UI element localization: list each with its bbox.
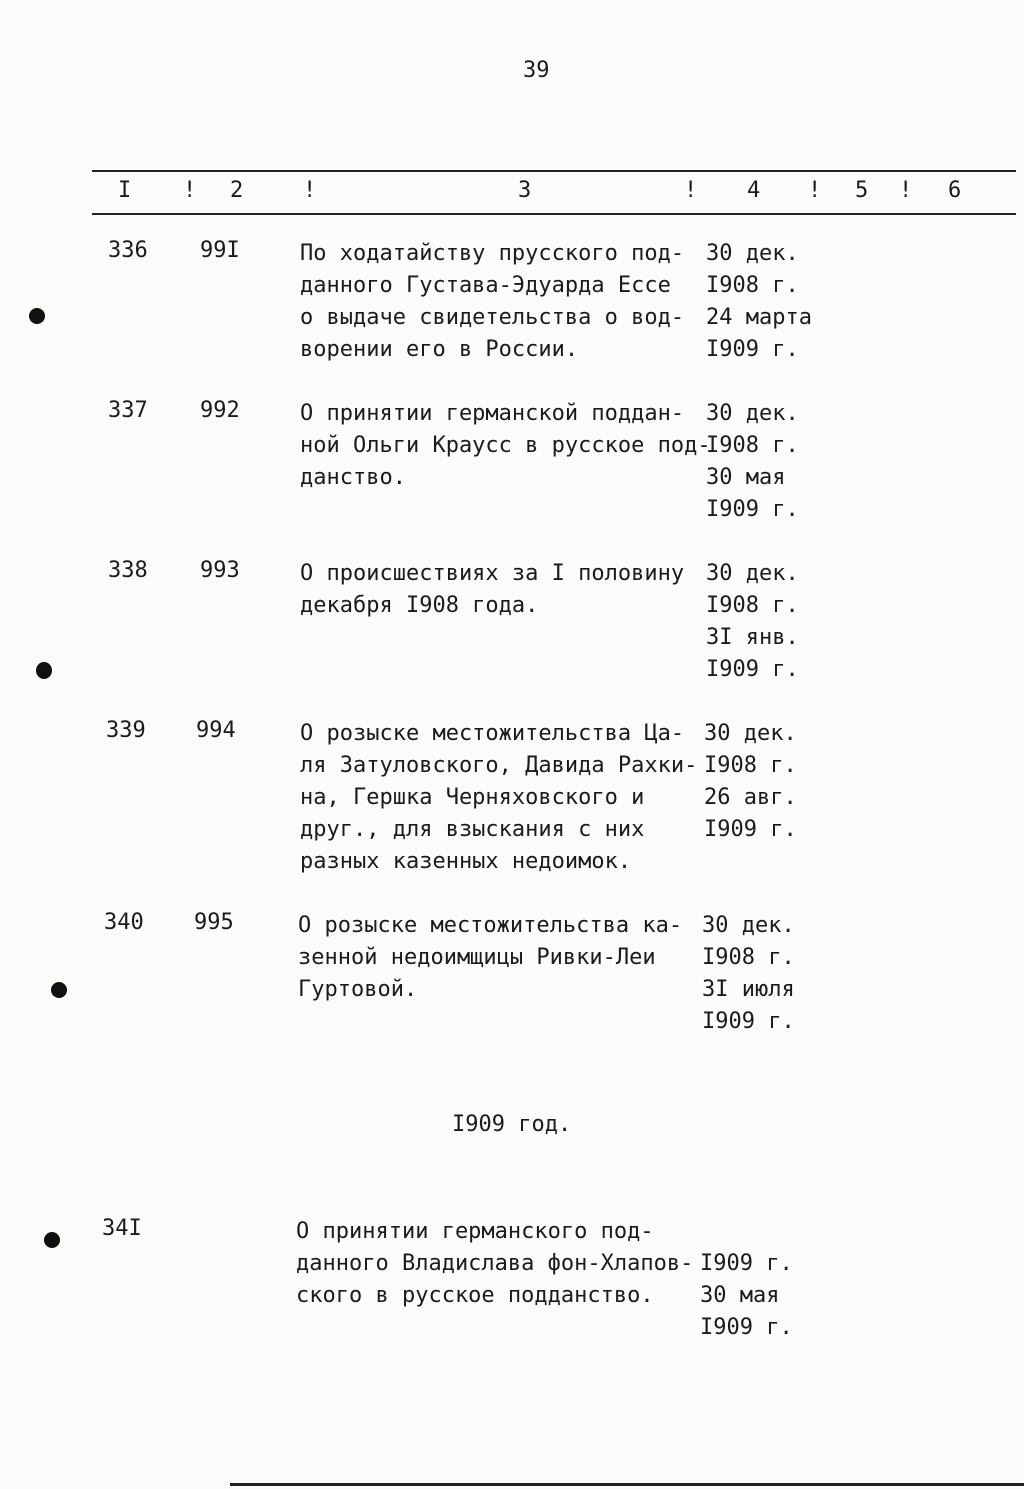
date-line: I908 г. [704, 753, 797, 778]
punch-hole-mark [44, 1232, 60, 1248]
header-separator: ! [808, 178, 822, 203]
row-number: 337 [108, 398, 148, 423]
section-heading: I909 год. [452, 1112, 572, 1137]
description-line: разных казенных недоимок. [300, 849, 632, 874]
row-dates [706, 558, 799, 686]
row-description [300, 238, 684, 366]
description-line: декабря I908 года. [300, 593, 539, 618]
date-line: 30 дек. [706, 401, 799, 426]
date-line: I908 г. [706, 433, 799, 458]
date-line: 3I июля [702, 977, 795, 1002]
row-dates [704, 718, 797, 846]
header-separator: ! [303, 178, 317, 203]
date-line: I909 г. [700, 1251, 793, 1276]
row-reference: 994 [196, 718, 236, 743]
header-separator: ! [899, 178, 913, 203]
date-line: I908 г. [706, 273, 799, 298]
row-dates [706, 238, 812, 366]
row-description [298, 910, 682, 1006]
date-line: 26 авг. [704, 785, 797, 810]
description-line: о выдаче свидетельства о вод- [300, 305, 685, 330]
date-line: 3I янв. [706, 625, 799, 650]
date-line: I909 г. [704, 817, 797, 842]
date-line: 30 дек. [706, 241, 799, 266]
description-line: друг., для взыскания с них [300, 817, 645, 842]
date-line: I908 г. [706, 593, 799, 618]
description-line: О розыске местожительства ка- [298, 913, 683, 938]
row-description [300, 558, 684, 622]
row-reference: 99I [200, 238, 240, 263]
date-line: I909 г. [702, 1009, 795, 1034]
description-line: Гуртовой. [298, 977, 418, 1002]
header-separator: ! [684, 178, 698, 203]
header-col-5: 5 [855, 178, 869, 203]
row-description [300, 398, 711, 494]
description-line: О розыске местожительства Ца- [300, 721, 685, 746]
row-number: 339 [106, 718, 146, 743]
description-line: О принятии германского под- [296, 1219, 654, 1244]
date-line: 30 дек. [706, 561, 799, 586]
header-col-2: 2 [230, 178, 244, 203]
header-col-4: 4 [747, 178, 761, 203]
header-separator: ! [183, 178, 197, 203]
date-line: I909 г. [700, 1315, 793, 1340]
row-description [296, 1216, 693, 1312]
description-line: ворении его в России. [300, 337, 579, 362]
table-top-rule [92, 170, 1016, 172]
description-line: ского в русское подданство. [296, 1283, 654, 1308]
description-line: По ходатайству прусского под- [300, 241, 685, 266]
description-line: ля Затуловского, Давида Рахки- [300, 753, 698, 778]
row-dates [700, 1216, 793, 1344]
description-line: О принятии германской поддан- [300, 401, 685, 426]
description-line: данного Владислава фон-Хлапов- [296, 1251, 694, 1276]
date-line: I908 г. [702, 945, 795, 970]
row-reference: 995 [194, 910, 234, 935]
date-line: 24 марта [706, 305, 812, 330]
description-line: данного Густава-Эдуарда Ессе [300, 273, 671, 298]
row-number: 336 [108, 238, 148, 263]
header-col-6: 6 [948, 178, 962, 203]
row-description [300, 718, 697, 878]
description-line: О происшествиях за I половину [300, 561, 685, 586]
date-line: I909 г. [706, 497, 799, 522]
description-line: на, Гершка Черняховского и [300, 785, 645, 810]
description-line: зенной недоимщицы Ривки-Леи [298, 945, 656, 970]
header-col-3: 3 [518, 178, 532, 203]
date-line [700, 1216, 793, 1248]
row-number: 340 [104, 910, 144, 935]
date-line: I909 г. [706, 657, 799, 682]
row-reference: 992 [200, 398, 240, 423]
date-line: I909 г. [706, 337, 799, 362]
row-number: 338 [108, 558, 148, 583]
punch-hole-mark [51, 982, 67, 998]
row-number: 34I [102, 1216, 142, 1241]
row-reference: 993 [200, 558, 240, 583]
date-line: 30 мая [700, 1283, 780, 1308]
header-col-1: I [118, 178, 132, 203]
table-header-rule [92, 213, 1016, 215]
punch-hole-mark [36, 662, 52, 679]
date-line: 30 дек. [704, 721, 797, 746]
description-line: ной Ольги Краусс в русское под- [300, 433, 711, 458]
row-dates [706, 398, 799, 526]
date-line: 30 мая [706, 465, 786, 490]
row-dates [702, 910, 795, 1038]
page-number: 39 [523, 58, 550, 83]
date-line: 30 дек. [702, 913, 795, 938]
page-bottom-rule [230, 1483, 1024, 1486]
description-line: данство. [300, 465, 406, 490]
punch-hole-mark [29, 308, 45, 324]
